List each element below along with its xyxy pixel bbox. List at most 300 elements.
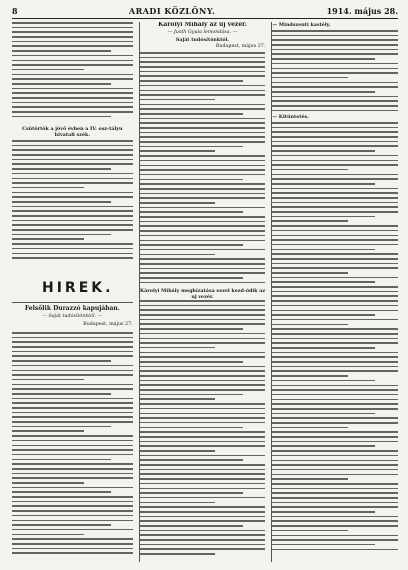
text-line xyxy=(12,92,133,94)
text-line xyxy=(272,310,398,312)
col2-text-block-1 xyxy=(140,52,266,286)
text-line xyxy=(272,516,398,518)
text-line xyxy=(12,210,133,212)
text-line xyxy=(140,141,266,143)
text-line xyxy=(12,234,111,236)
text-line xyxy=(140,347,215,349)
text-line xyxy=(272,211,398,213)
text-line xyxy=(12,552,133,554)
text-line xyxy=(272,136,398,138)
text-line xyxy=(140,384,266,386)
text-line xyxy=(12,224,133,226)
column-1 xyxy=(12,22,133,562)
text-line xyxy=(140,71,266,73)
text-line xyxy=(140,488,266,490)
text-line xyxy=(140,240,266,242)
text-line xyxy=(272,235,398,237)
col2-subhead: Károlyi Mihály megbízatása ezzel kezd-ódik az uj vezér. xyxy=(139,288,266,300)
text-line xyxy=(12,505,133,507)
column-2 xyxy=(139,22,266,562)
text-line xyxy=(140,244,243,246)
text-line xyxy=(12,515,133,517)
text-line xyxy=(12,520,133,522)
text-line xyxy=(272,127,398,129)
text-line xyxy=(140,127,266,129)
text-line xyxy=(140,408,266,410)
text-line xyxy=(272,347,375,349)
article-dateline: Budapest, május 27. xyxy=(83,322,133,327)
text-line xyxy=(272,216,375,218)
text-line xyxy=(272,150,375,152)
text-line xyxy=(140,155,266,157)
text-line xyxy=(140,160,266,162)
text-line xyxy=(12,496,133,498)
text-line xyxy=(140,530,266,532)
text-line xyxy=(272,263,398,265)
text-line xyxy=(140,85,266,87)
text-line xyxy=(140,188,266,190)
text-line xyxy=(12,60,133,62)
text-line xyxy=(12,106,133,108)
text-line xyxy=(140,113,243,115)
text-line xyxy=(272,197,398,199)
text-line xyxy=(272,497,398,499)
text-line xyxy=(140,422,266,424)
text-line xyxy=(140,450,215,452)
text-line xyxy=(140,80,243,82)
text-line xyxy=(272,100,398,102)
issue-date: 1914. május 28. xyxy=(326,6,398,16)
col1-text-block-2 xyxy=(12,140,133,262)
text-line xyxy=(140,478,266,480)
text-line xyxy=(272,206,398,208)
text-line xyxy=(272,295,398,297)
text-line xyxy=(272,160,398,162)
text-line xyxy=(140,328,243,330)
text-line xyxy=(12,173,133,175)
text-line xyxy=(272,366,398,368)
text-line xyxy=(140,539,266,541)
text-line xyxy=(140,427,243,429)
text-line xyxy=(140,516,266,518)
text-line xyxy=(12,384,133,386)
text-line xyxy=(12,178,133,180)
text-line xyxy=(272,155,398,157)
text-line xyxy=(140,394,243,396)
text-line xyxy=(140,497,266,499)
text-line xyxy=(140,249,266,251)
text-line xyxy=(140,136,266,138)
text-line xyxy=(12,407,133,409)
text-line xyxy=(140,366,266,368)
text-line xyxy=(272,431,398,433)
text-line xyxy=(140,417,266,419)
text-line xyxy=(272,314,375,316)
text-line xyxy=(140,459,243,461)
text-line xyxy=(272,258,398,260)
newspaper-title: ARADI KÖZLÖNY. xyxy=(128,6,216,16)
text-line xyxy=(12,182,133,184)
text-line xyxy=(140,441,266,443)
text-line xyxy=(140,197,266,199)
text-line xyxy=(272,333,398,335)
text-line xyxy=(272,110,398,112)
text-line xyxy=(140,300,266,302)
text-line xyxy=(12,421,133,423)
text-line xyxy=(272,86,398,88)
text-line xyxy=(140,230,266,232)
text-line xyxy=(272,39,398,41)
text-line xyxy=(272,455,398,457)
text-line xyxy=(272,230,398,232)
text-line xyxy=(140,258,266,260)
text-line xyxy=(140,132,266,134)
text-line xyxy=(140,506,266,508)
text-line xyxy=(140,436,266,438)
text-line xyxy=(12,168,111,170)
text-line xyxy=(140,75,266,77)
text-line xyxy=(12,360,111,362)
text-line xyxy=(12,78,133,80)
text-line xyxy=(12,435,133,437)
text-line xyxy=(140,356,266,358)
text-line xyxy=(272,445,375,447)
article-subtitle: — Saját tudósítónktól. — xyxy=(42,314,103,319)
text-line xyxy=(140,473,266,475)
column-3 xyxy=(271,22,398,562)
text-line xyxy=(12,548,133,550)
text-line xyxy=(272,342,398,344)
text-line xyxy=(272,417,398,419)
text-line xyxy=(12,416,133,418)
text-line xyxy=(12,463,133,465)
text-line xyxy=(140,314,266,316)
text-line xyxy=(12,332,133,334)
text-line xyxy=(272,35,398,37)
text-line xyxy=(12,248,133,250)
text-line xyxy=(272,96,398,98)
text-line xyxy=(12,491,111,493)
text-line xyxy=(12,220,133,222)
text-line xyxy=(140,319,266,321)
text-line xyxy=(272,178,398,180)
col3-text-block-2 xyxy=(272,122,398,553)
text-line xyxy=(272,277,398,279)
text-line xyxy=(272,539,398,541)
text-line xyxy=(140,525,243,527)
text-line xyxy=(12,55,133,57)
text-line xyxy=(272,375,347,377)
text-line xyxy=(272,58,375,60)
text-line xyxy=(272,30,398,32)
text-line xyxy=(12,140,133,142)
text-line xyxy=(12,524,111,526)
text-line xyxy=(12,468,133,470)
page-header xyxy=(12,6,398,16)
text-line xyxy=(12,440,133,442)
text-line xyxy=(140,235,266,237)
text-line xyxy=(272,281,375,283)
text-line xyxy=(272,169,347,171)
col1-text-block-1 xyxy=(12,22,133,120)
text-line xyxy=(272,535,398,537)
text-line xyxy=(140,534,266,536)
col3-lead: — Mindszenti kastély. xyxy=(272,22,331,28)
text-line xyxy=(272,291,398,293)
text-line xyxy=(272,492,398,494)
text-line xyxy=(272,91,375,93)
text-line xyxy=(140,309,266,311)
text-line xyxy=(272,239,398,241)
text-line xyxy=(272,319,398,321)
text-line xyxy=(272,145,398,147)
text-line xyxy=(140,179,243,181)
text-line xyxy=(140,61,266,63)
text-line xyxy=(272,408,398,410)
text-line xyxy=(140,469,266,471)
text-line xyxy=(272,356,398,358)
text-line xyxy=(272,549,398,551)
text-line xyxy=(140,403,266,405)
col3-subhead: — Kitüntetés. xyxy=(272,114,309,120)
text-line xyxy=(12,365,133,367)
text-line xyxy=(140,202,215,204)
col2-subtitle: — Justh Gyula lemondása. — xyxy=(167,30,238,35)
text-line xyxy=(272,394,398,396)
text-line xyxy=(140,398,215,400)
text-line xyxy=(12,351,133,353)
text-line xyxy=(12,398,133,400)
text-line xyxy=(12,206,133,208)
text-line xyxy=(272,520,398,522)
text-line xyxy=(272,370,398,372)
text-line xyxy=(140,221,266,223)
text-line xyxy=(272,511,375,513)
text-line xyxy=(140,361,243,363)
text-line xyxy=(272,220,347,222)
text-line xyxy=(272,506,398,508)
text-line xyxy=(12,163,133,165)
text-line xyxy=(140,445,266,447)
text-line xyxy=(140,57,266,59)
text-line xyxy=(140,511,266,513)
text-line xyxy=(12,355,133,357)
text-line xyxy=(140,263,266,265)
text-line xyxy=(12,22,133,24)
col2-dateline: Budapest, május 27. xyxy=(215,44,266,49)
text-line xyxy=(140,464,266,466)
text-line xyxy=(272,483,398,485)
col2-source: Saját tudósítónktól. xyxy=(175,37,230,43)
text-line xyxy=(140,380,266,382)
text-line xyxy=(12,187,84,189)
text-line xyxy=(272,328,398,330)
text-line xyxy=(140,520,266,522)
text-line xyxy=(12,27,133,29)
text-line xyxy=(140,52,266,54)
text-line xyxy=(272,77,347,79)
text-line xyxy=(12,445,133,447)
text-line xyxy=(272,380,375,382)
text-line xyxy=(12,97,133,99)
text-line xyxy=(12,477,133,479)
text-line xyxy=(272,188,398,190)
text-line xyxy=(272,436,398,438)
text-line xyxy=(140,548,266,550)
text-line xyxy=(12,149,133,151)
text-line xyxy=(12,45,133,47)
text-line xyxy=(272,450,398,452)
text-line xyxy=(12,83,111,85)
text-line xyxy=(272,544,375,546)
text-line xyxy=(12,243,133,245)
text-line xyxy=(140,104,266,106)
article-title: Felsőlik Durazzó kapujában. xyxy=(24,305,120,312)
text-line xyxy=(12,196,133,198)
text-line xyxy=(140,413,266,415)
text-line xyxy=(140,146,243,148)
text-line xyxy=(140,277,243,279)
header-rule xyxy=(12,18,398,19)
text-line xyxy=(12,510,133,512)
text-line xyxy=(140,483,266,485)
text-line xyxy=(272,441,398,443)
text-line xyxy=(272,464,398,466)
text-line xyxy=(272,324,347,326)
text-line xyxy=(140,94,266,96)
text-line xyxy=(272,244,398,246)
text-line xyxy=(12,215,133,217)
text-line xyxy=(272,385,398,387)
text-line xyxy=(272,488,398,490)
text-line xyxy=(140,282,266,284)
text-line xyxy=(140,544,266,546)
text-line xyxy=(272,502,398,504)
text-line xyxy=(12,538,133,540)
text-line xyxy=(12,116,111,118)
text-line xyxy=(140,333,266,335)
text-line xyxy=(272,474,398,476)
text-line xyxy=(12,402,133,404)
text-line xyxy=(140,342,266,344)
text-line xyxy=(140,108,266,110)
text-line xyxy=(272,72,398,74)
text-line xyxy=(272,82,398,84)
text-line xyxy=(272,272,347,274)
text-line xyxy=(140,268,266,270)
text-line xyxy=(12,145,133,147)
text-line xyxy=(272,413,375,415)
text-line xyxy=(272,530,347,532)
text-line xyxy=(12,534,84,536)
text-line xyxy=(272,63,398,65)
text-line xyxy=(140,90,266,92)
text-line xyxy=(140,370,266,372)
text-line xyxy=(140,455,266,457)
text-line xyxy=(12,159,133,161)
text-line xyxy=(12,88,133,90)
text-line xyxy=(140,553,215,555)
text-line xyxy=(140,183,266,185)
text-line xyxy=(140,305,266,307)
text-line xyxy=(272,399,398,401)
text-line xyxy=(272,105,398,107)
text-line xyxy=(140,492,243,494)
text-line xyxy=(12,201,111,203)
text-line xyxy=(272,49,398,51)
text-line xyxy=(140,375,266,377)
text-line xyxy=(12,412,133,414)
text-line xyxy=(272,267,398,269)
text-line xyxy=(12,543,133,545)
page-number: 8 xyxy=(12,6,18,16)
text-line xyxy=(12,64,133,66)
text-line xyxy=(140,431,266,433)
text-line xyxy=(12,449,133,451)
text-line xyxy=(272,253,398,255)
text-line xyxy=(12,388,133,390)
text-line xyxy=(140,193,266,195)
text-line xyxy=(140,169,266,171)
text-line xyxy=(12,31,133,33)
text-line xyxy=(272,44,398,46)
text-line xyxy=(272,122,398,124)
section-title-hirek: HIREK. xyxy=(42,280,114,296)
text-line xyxy=(12,473,133,475)
text-line xyxy=(12,393,111,395)
col3-text-block-1 xyxy=(272,30,398,114)
text-line xyxy=(12,50,111,52)
text-line xyxy=(272,427,347,429)
text-line xyxy=(12,454,133,456)
text-line xyxy=(140,165,266,167)
text-line xyxy=(12,346,133,348)
text-line xyxy=(272,202,398,204)
text-line xyxy=(12,529,133,531)
text-line xyxy=(140,216,266,218)
text-line xyxy=(12,253,133,255)
text-line xyxy=(272,249,375,251)
col2-text-block-2 xyxy=(140,300,266,558)
text-line xyxy=(12,426,111,428)
text-line xyxy=(12,501,133,503)
text-line xyxy=(12,36,133,38)
text-line xyxy=(140,352,266,354)
text-line xyxy=(140,338,266,340)
text-line xyxy=(140,254,215,256)
text-line xyxy=(140,174,266,176)
text-line xyxy=(12,459,111,461)
text-line xyxy=(272,305,398,307)
text-line xyxy=(12,379,84,381)
text-line xyxy=(272,422,398,424)
text-line xyxy=(140,118,266,120)
text-line xyxy=(12,257,133,259)
text-line xyxy=(12,229,133,231)
text-line xyxy=(12,102,133,104)
text-line xyxy=(12,482,84,484)
text-line xyxy=(12,154,133,156)
text-line xyxy=(272,164,398,166)
text-line xyxy=(12,370,133,372)
text-line xyxy=(272,300,398,302)
text-line xyxy=(12,41,133,43)
text-line xyxy=(272,53,398,55)
text-line xyxy=(140,272,266,274)
text-line xyxy=(272,225,398,227)
text-line xyxy=(272,338,398,340)
text-line xyxy=(140,207,266,209)
